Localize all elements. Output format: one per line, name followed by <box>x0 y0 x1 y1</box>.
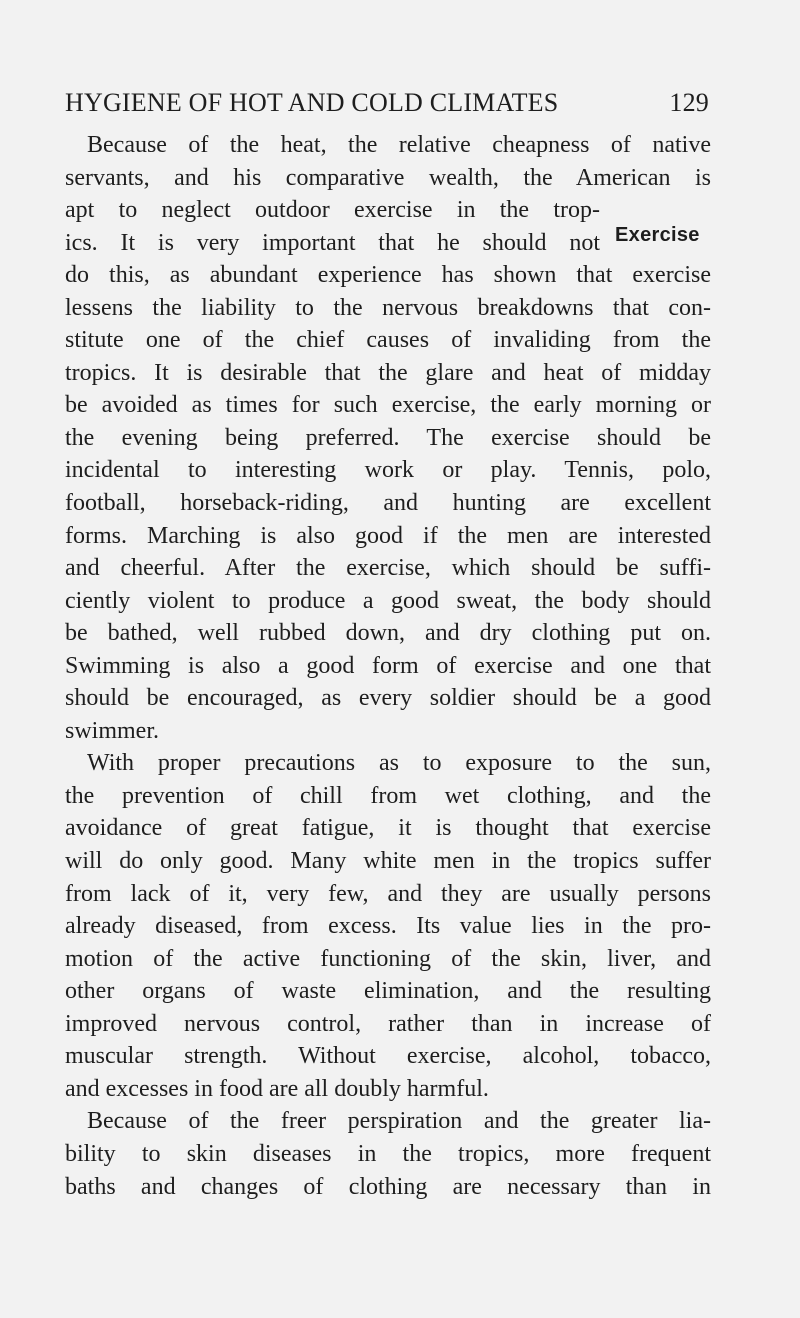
text-line: ics. It is very important that he should not <box>65 229 600 256</box>
text-line: Because of the heat, the relative cheapness of native <box>87 132 711 158</box>
text-line: the prevention of chill from wet clothing, and the <box>65 782 711 809</box>
body-text <box>65 129 711 1203</box>
text-line: do this, as abundant experience has shown that exercise <box>65 262 711 289</box>
text-line: avoidance of great fatigue, it is thought that exercise <box>65 815 711 842</box>
text-line: tropics. It is desirable that the glare and heat of midday <box>65 359 711 386</box>
text-line: should be encouraged, as every soldier should be a good <box>65 685 711 712</box>
text-line: forms. Marching is also good if the men are interested <box>65 522 711 549</box>
running-title: HYGIENE OF HOT AND COLD CLIMATES <box>65 88 559 117</box>
text-line: football, horseback-riding, and hunting are excellent <box>65 490 711 517</box>
text-line: lessens the liability to the nervous breakdowns that con- <box>65 294 711 321</box>
text-line: be avoided as times for such exercise, the early morning or <box>65 392 711 419</box>
text-line: be bathed, well rubbed down, and dry clothing put on. <box>65 620 711 647</box>
text-line: baths and changes of clothing are necessary than in <box>65 1173 711 1200</box>
text-line: incidental to interesting work or play. Tennis, polo, <box>65 457 711 484</box>
text-line: already diseased, from excess. Its value lies in the pro- <box>65 913 711 940</box>
text-line: will do only good. Many white men in the tropics suffer <box>65 848 711 875</box>
text-line: motion of the active functioning of the skin, liver, and <box>65 945 711 972</box>
text-line: the evening being preferred. The exercise should be <box>65 424 711 451</box>
text-line: stitute one of the chief causes of invaliding from the <box>65 327 711 354</box>
text-line: Swimming is also a good form of exercise and one that <box>65 652 711 679</box>
text-line: swimmer. <box>65 717 159 744</box>
margin-note: Exercise <box>615 224 700 246</box>
text-line: other organs of waste elimination, and the resulting <box>65 978 711 1005</box>
text-line: and cheerful. After the exercise, which should be suffi- <box>65 555 711 582</box>
text-line: from lack of it, very few, and they are usually persons <box>65 880 711 907</box>
text-line: ciently violent to produce a good sweat, the body should <box>65 587 711 614</box>
text-line: Because of the freer perspiration and the greater lia- <box>87 1108 711 1135</box>
page-number: 129 <box>669 88 709 117</box>
text-line: and excesses in food are all doubly harmful. <box>65 1075 489 1102</box>
text-line: apt to neglect outdoor exercise in the trop- <box>65 197 600 224</box>
text-line: muscular strength. Without exercise, alcohol, tobacco, <box>65 1043 711 1070</box>
text-line: With proper precautions as to exposure to the sun, <box>87 750 711 777</box>
text-line: improved nervous control, rather than in increase of <box>65 1010 711 1037</box>
text-line: servants, and his comparative wealth, the American is <box>65 164 711 191</box>
text-line: bility to skin diseases in the tropics, more frequent <box>65 1140 711 1167</box>
running-header <box>65 88 709 122</box>
